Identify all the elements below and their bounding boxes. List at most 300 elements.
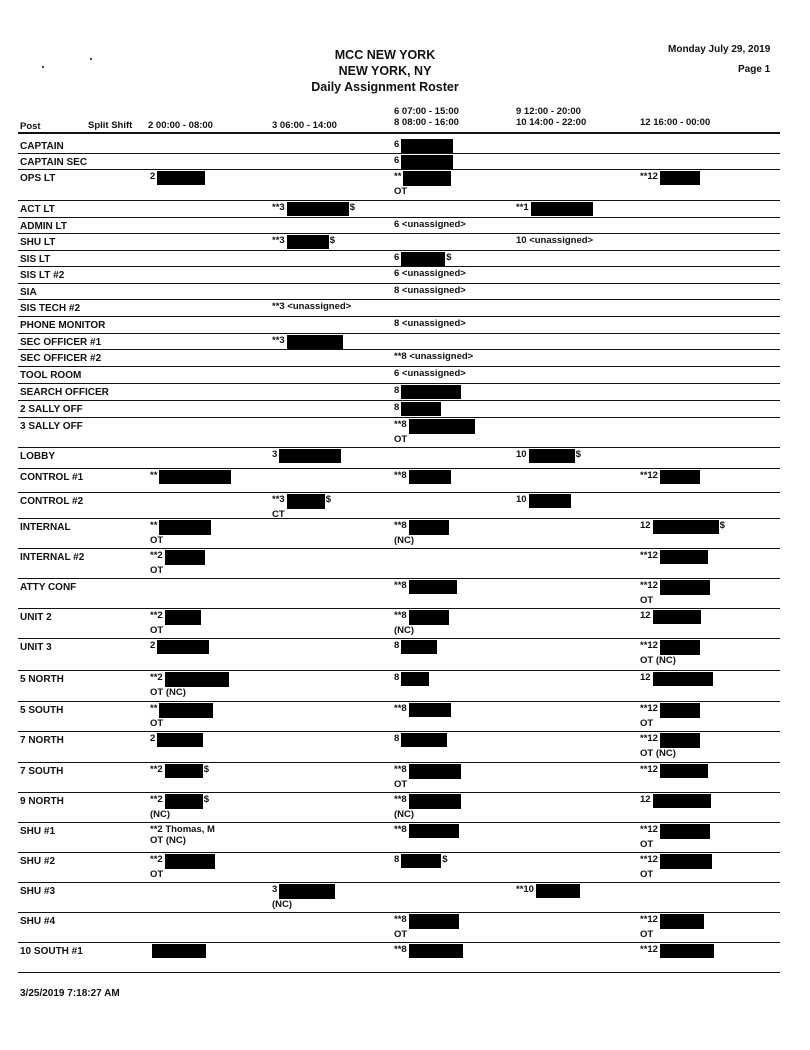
- assignment-note: OT (NC): [640, 748, 676, 759]
- assignment-line: [640, 733, 700, 744]
- shift-code: **2: [150, 672, 163, 683]
- assignment-cell: [272, 301, 351, 312]
- assignment-cell: [272, 202, 355, 216]
- shift-code: 6 <unassigned>: [394, 219, 466, 230]
- assignment-cell: [150, 470, 231, 484]
- row-divider: [18, 942, 780, 943]
- assignment-line: [394, 854, 448, 865]
- dollar-mark: $: [203, 764, 209, 775]
- assignment-note: (NC): [150, 809, 171, 820]
- shift-code: 10: [516, 449, 527, 460]
- assignment-cell: [640, 764, 708, 778]
- row-divider: [18, 417, 780, 418]
- assignment-cell: [640, 914, 704, 940]
- assignment-line: [272, 494, 331, 505]
- assignment-cell: [150, 610, 201, 636]
- shift-code: **12: [640, 824, 658, 835]
- shift-code: **8: [394, 520, 407, 531]
- redacted-name: [287, 335, 343, 349]
- shift-code: 12: [640, 610, 651, 621]
- assignment-cell: [394, 385, 461, 399]
- assignment-cell: [272, 335, 343, 349]
- assignment-cell: [640, 610, 701, 624]
- redacted-name: [660, 703, 700, 718]
- assignment-line: [516, 235, 593, 246]
- shift-code: **1: [516, 202, 529, 213]
- assignment-cell: [516, 494, 571, 508]
- post-name: 7 SOUTH: [20, 766, 64, 777]
- post-name: TOOL ROOM: [20, 370, 82, 381]
- assignment-note: OT: [394, 186, 408, 197]
- redacted-name: [279, 449, 341, 463]
- assignment-cell: [516, 202, 593, 216]
- shift-code: 8: [394, 385, 400, 396]
- assignment-cell: [394, 285, 466, 296]
- assignment-cell: [640, 854, 712, 880]
- assignment-note: OT: [394, 779, 408, 790]
- shift-code: 2: [150, 640, 156, 651]
- shift-code: **12: [640, 764, 658, 775]
- assignment-line: [394, 703, 451, 714]
- redacted-name: [409, 944, 463, 958]
- redacted-name: [531, 202, 593, 216]
- row-divider: [18, 792, 780, 793]
- post-name: 10 SOUTH #1: [20, 946, 83, 957]
- assignment-cell: [394, 368, 466, 379]
- page-number: Page 1: [738, 64, 771, 75]
- assignment-note: (NC): [272, 899, 293, 910]
- shift-code: 12: [640, 520, 651, 531]
- row-divider: [18, 468, 780, 469]
- shift-code: 6: [394, 252, 400, 263]
- redacted-name: [409, 610, 449, 625]
- assignment-line: [640, 854, 712, 865]
- roster-date: Monday July 29, 2019: [668, 44, 771, 55]
- assignment-note: OT (NC): [150, 835, 186, 846]
- assignment-cell: [394, 419, 475, 445]
- row-divider: [18, 670, 780, 671]
- redacted-name: [157, 171, 205, 185]
- assignment-cell: [150, 520, 211, 546]
- shift-code: 8: [394, 733, 400, 744]
- shift-code: **: [394, 171, 402, 182]
- shift-code: **3: [272, 235, 285, 246]
- redacted-name: [409, 520, 449, 535]
- redacted-name: [660, 764, 708, 778]
- row-divider: [18, 250, 780, 251]
- shift-code: **8: [394, 703, 407, 714]
- assignment-cell: [394, 794, 461, 820]
- redacted-name: [287, 494, 325, 509]
- assignment-cell: [640, 171, 700, 185]
- assignment-line: [150, 824, 215, 835]
- assignment-note: OT: [150, 565, 164, 576]
- redacted-name: [165, 550, 205, 565]
- row-divider: [18, 400, 780, 401]
- post-name: 2 SALLY OFF: [20, 404, 83, 415]
- assignment-line: [640, 640, 700, 651]
- header-rule: [18, 132, 780, 134]
- assignment-cell: [394, 914, 459, 940]
- shift-code: 2: [150, 733, 156, 744]
- shift-code: **3: [272, 494, 285, 505]
- redacted-name: [529, 449, 575, 463]
- assignment-cell: [640, 580, 710, 606]
- assignment-line: [394, 610, 449, 621]
- assignment-line: [272, 301, 351, 312]
- assignment-line: [394, 268, 466, 279]
- redacted-name: [409, 764, 461, 779]
- assignment-note: OT: [640, 839, 654, 850]
- assignment-cell: [272, 884, 335, 910]
- post-name: SIS TECH #2: [20, 303, 81, 314]
- assignment-line: [640, 914, 704, 925]
- redacted-name: [159, 520, 211, 535]
- post-name: UNIT 2: [20, 612, 52, 623]
- shift-code: **12: [640, 914, 658, 925]
- post-name: SIS LT: [20, 254, 51, 265]
- post-name: SEARCH OFFICER: [20, 387, 109, 398]
- assignment-line: [150, 794, 209, 805]
- redacted-name: [409, 703, 451, 717]
- shift-code: **8: [394, 610, 407, 621]
- redacted-name: [660, 733, 700, 748]
- shift-code: 8 <unassigned>: [394, 318, 466, 329]
- assignment-note: OT: [150, 869, 164, 880]
- assignment-cell: [394, 520, 449, 546]
- assignment-line: [272, 202, 355, 213]
- redacted-name: [287, 235, 329, 249]
- dollar-mark: $: [349, 202, 355, 213]
- assignment-line: [394, 764, 461, 775]
- assignment-note: OT: [150, 625, 164, 636]
- assignment-line: [150, 610, 201, 621]
- assignment-cell: [394, 944, 463, 958]
- assignment-line: [150, 672, 229, 683]
- row-divider: [18, 349, 780, 350]
- assignment-cell: [640, 520, 725, 534]
- shift-code: 8 <unassigned>: [394, 285, 466, 296]
- redacted-name: [653, 520, 719, 534]
- shift-code: 6 <unassigned>: [394, 268, 466, 279]
- shift-code: **2: [150, 610, 163, 621]
- shift-code: **2 Thomas, M: [150, 824, 215, 835]
- redacted-name: [403, 171, 451, 186]
- assignment-note: OT: [640, 595, 654, 606]
- scan-speck: [90, 58, 92, 60]
- redacted-name: [653, 610, 701, 624]
- post-name: OPS LT: [20, 173, 56, 184]
- row-divider: [18, 283, 780, 284]
- assignment-line: [394, 520, 449, 531]
- shift-code: **: [150, 520, 158, 531]
- redacted-name: [165, 764, 203, 778]
- shift-code: **8: [394, 419, 407, 430]
- roster-title: Daily Assignment Roster: [311, 80, 459, 94]
- redacted-name: [660, 171, 700, 185]
- dollar-mark: $: [442, 854, 448, 865]
- redacted-name: [409, 419, 475, 434]
- shift-code: 8: [394, 854, 400, 865]
- redacted-name: [660, 550, 708, 564]
- row-divider: [18, 153, 780, 154]
- assignment-line: [394, 171, 451, 182]
- post-name: SHU #4: [20, 916, 56, 927]
- assignment-line: [272, 884, 335, 895]
- redacted-name: [165, 794, 203, 809]
- assignment-cell: [394, 155, 453, 169]
- assignment-line: [394, 139, 453, 150]
- redacted-name: [409, 914, 459, 929]
- row-divider: [18, 333, 780, 334]
- assignment-line: [394, 402, 441, 413]
- shift-code: **12: [640, 640, 658, 651]
- redacted-name: [401, 155, 453, 169]
- shift-code: **12: [640, 703, 658, 714]
- shift-code: **8: [394, 914, 407, 925]
- shift-code: 3: [272, 449, 278, 460]
- redacted-name: [401, 252, 445, 266]
- post-name: INTERNAL #2: [20, 552, 85, 563]
- assignment-line: [394, 580, 457, 591]
- assignment-cell: [394, 764, 461, 790]
- redacted-name: [401, 672, 429, 686]
- col-shift-2: 2 00:00 - 08:00: [148, 120, 213, 131]
- shift-code: 3: [272, 884, 278, 895]
- assignment-cell: [150, 794, 209, 820]
- assignment-note: OT (NC): [150, 687, 186, 698]
- assignment-line: [150, 640, 209, 651]
- post-name: ADMIN LT: [20, 221, 68, 232]
- assignment-cell: [150, 171, 205, 185]
- assignment-line: [150, 520, 211, 531]
- redacted-name: [536, 884, 580, 898]
- assignment-line: [150, 703, 213, 714]
- shift-code: 10: [516, 494, 527, 505]
- redacted-name: [660, 470, 700, 484]
- redacted-name: [660, 854, 712, 869]
- assignment-cell: [150, 550, 205, 576]
- shift-code: 6: [394, 155, 400, 166]
- redacted-name: [660, 914, 704, 929]
- assignment-line: [394, 351, 473, 362]
- assignment-line: [394, 155, 453, 166]
- post-name: CONTROL #1: [20, 472, 84, 483]
- post-name: 3 SALLY OFF: [20, 421, 83, 432]
- assignment-note: OT (NC): [640, 655, 676, 666]
- redacted-name: [660, 824, 710, 839]
- assignment-cell: [150, 733, 203, 747]
- redacted-name: [529, 494, 571, 508]
- assignment-line: [394, 914, 459, 925]
- redacted-name: [152, 944, 206, 958]
- row-divider: [18, 233, 780, 234]
- post-name: CONTROL #2: [20, 496, 84, 507]
- shift-code: 12: [640, 672, 651, 683]
- row-divider: [18, 972, 780, 973]
- shift-code: **2: [150, 764, 163, 775]
- dollar-mark: $: [446, 252, 452, 263]
- scan-speck: [42, 66, 44, 68]
- assignment-cell: [394, 672, 429, 686]
- redacted-name: [157, 640, 209, 654]
- col-shift-9: 9 12:00 - 20:00: [516, 106, 581, 117]
- assignment-line: [272, 235, 335, 246]
- assignment-cell: [272, 235, 335, 249]
- shift-code: **12: [640, 944, 658, 955]
- col-shift-8: 8 08:00 - 16:00: [394, 117, 459, 128]
- assignment-cell: [640, 640, 700, 666]
- row-divider: [18, 200, 780, 201]
- redacted-name: [287, 202, 349, 216]
- shift-code: **12: [640, 854, 658, 865]
- post-name: PHONE MONITOR: [20, 320, 106, 331]
- assignment-cell: [394, 610, 449, 636]
- row-divider: [18, 169, 780, 170]
- assignment-line: [150, 550, 205, 561]
- assignment-note: OT: [394, 434, 408, 445]
- shift-code: **12: [640, 470, 658, 481]
- assignment-line: [394, 368, 466, 379]
- row-divider: [18, 912, 780, 913]
- assignment-cell: [640, 703, 700, 729]
- post-name: 5 SOUTH: [20, 705, 64, 716]
- assignment-line: [394, 672, 429, 683]
- assignment-note: OT: [640, 929, 654, 940]
- assignment-line: [272, 335, 343, 346]
- row-divider: [18, 548, 780, 549]
- assignment-cell: [394, 171, 451, 197]
- assignment-cell: [640, 672, 713, 686]
- assignment-cell: [394, 640, 437, 654]
- row-divider: [18, 882, 780, 883]
- row-divider: [18, 852, 780, 853]
- assignment-line: [640, 171, 700, 182]
- assignment-note: OT: [150, 535, 164, 546]
- row-divider: [18, 578, 780, 579]
- dollar-mark: $: [325, 494, 331, 505]
- row-divider: [18, 638, 780, 639]
- shift-code: **2: [150, 550, 163, 561]
- dollar-mark: $: [719, 520, 725, 531]
- assignment-line: [150, 854, 215, 865]
- shift-code: **8: [394, 764, 407, 775]
- assignment-cell: [640, 824, 710, 850]
- assignment-note: (NC): [394, 809, 415, 820]
- redacted-name: [401, 854, 441, 868]
- assignment-line: [394, 733, 447, 744]
- assignment-note: CT: [272, 509, 285, 520]
- redacted-name: [409, 824, 459, 838]
- col-post: Post: [20, 121, 41, 132]
- row-divider: [18, 299, 780, 300]
- post-name: INTERNAL: [20, 522, 71, 533]
- assignment-cell: [150, 672, 229, 698]
- redacted-name: [165, 854, 215, 869]
- redacted-name: [157, 733, 203, 747]
- assignment-cell: [516, 884, 580, 898]
- post-name: ATTY CONF: [20, 582, 77, 593]
- row-divider: [18, 492, 780, 493]
- assignment-cell: [394, 854, 448, 868]
- assignment-line: [640, 550, 708, 561]
- shift-code: 8: [394, 640, 400, 651]
- assignment-cell: [272, 494, 331, 520]
- assignment-cell: [394, 219, 466, 230]
- post-name: SEC OFFICER #2: [20, 353, 102, 364]
- redacted-name: [660, 580, 710, 595]
- col-split-shift: Split Shift: [88, 120, 133, 131]
- shift-code: 6 <unassigned>: [394, 368, 466, 379]
- assignment-line: [394, 470, 451, 481]
- shift-code: **12: [640, 733, 658, 744]
- redacted-name: [159, 703, 213, 718]
- post-name: CAPTAIN SEC: [20, 157, 88, 168]
- post-name: UNIT 3: [20, 642, 52, 653]
- shift-code: **8: [394, 470, 407, 481]
- row-divider: [18, 762, 780, 763]
- shift-code: **8: [394, 794, 407, 805]
- dollar-mark: $: [575, 449, 581, 460]
- shift-code: **3: [272, 202, 285, 213]
- print-timestamp: 3/25/2019 7:18:27 AM: [20, 988, 120, 999]
- assignment-line: [516, 202, 593, 213]
- post-name: 5 NORTH: [20, 674, 64, 685]
- assignment-note: OT: [640, 869, 654, 880]
- assignment-cell: [150, 703, 213, 729]
- shift-code: **: [150, 470, 158, 481]
- assignment-line: [640, 703, 700, 714]
- assignment-line: [150, 470, 231, 481]
- assignment-cell: [394, 733, 447, 747]
- assignment-cell: [394, 580, 457, 594]
- post-name: LOBBY: [20, 451, 55, 462]
- redacted-name: [279, 884, 335, 899]
- assignment-line: [394, 219, 466, 230]
- redacted-name: [401, 640, 437, 654]
- assignment-line: [394, 285, 466, 296]
- shift-code: **8: [394, 580, 407, 591]
- assignment-line: [640, 580, 710, 591]
- row-divider: [18, 822, 780, 823]
- assignment-cell: [394, 318, 466, 329]
- assignment-cell: [640, 944, 714, 958]
- assignment-line: [640, 470, 700, 481]
- redacted-name: [401, 402, 441, 416]
- assignment-cell: [516, 235, 593, 246]
- assignment-cell: [150, 764, 209, 778]
- shift-code: 8: [394, 402, 400, 413]
- assignment-cell: [394, 470, 451, 484]
- facility-title: MCC NEW YORK: [334, 48, 436, 62]
- assignment-line: [640, 764, 708, 775]
- redacted-name: [409, 580, 457, 594]
- post-name: 9 NORTH: [20, 796, 64, 807]
- assignment-cell: [394, 268, 466, 279]
- assignment-line: [640, 610, 701, 621]
- shift-code: **2: [150, 794, 163, 805]
- dollar-mark: $: [203, 794, 209, 805]
- assignment-cell: [394, 703, 451, 717]
- assignment-cell: [150, 640, 209, 654]
- assignment-cell: [150, 944, 206, 958]
- assignment-cell: [150, 854, 215, 880]
- assignment-line: [640, 824, 710, 835]
- dollar-mark: $: [329, 235, 335, 246]
- assignment-cell: [272, 449, 341, 463]
- redacted-name: [653, 794, 711, 808]
- post-name: SHU #1: [20, 826, 56, 837]
